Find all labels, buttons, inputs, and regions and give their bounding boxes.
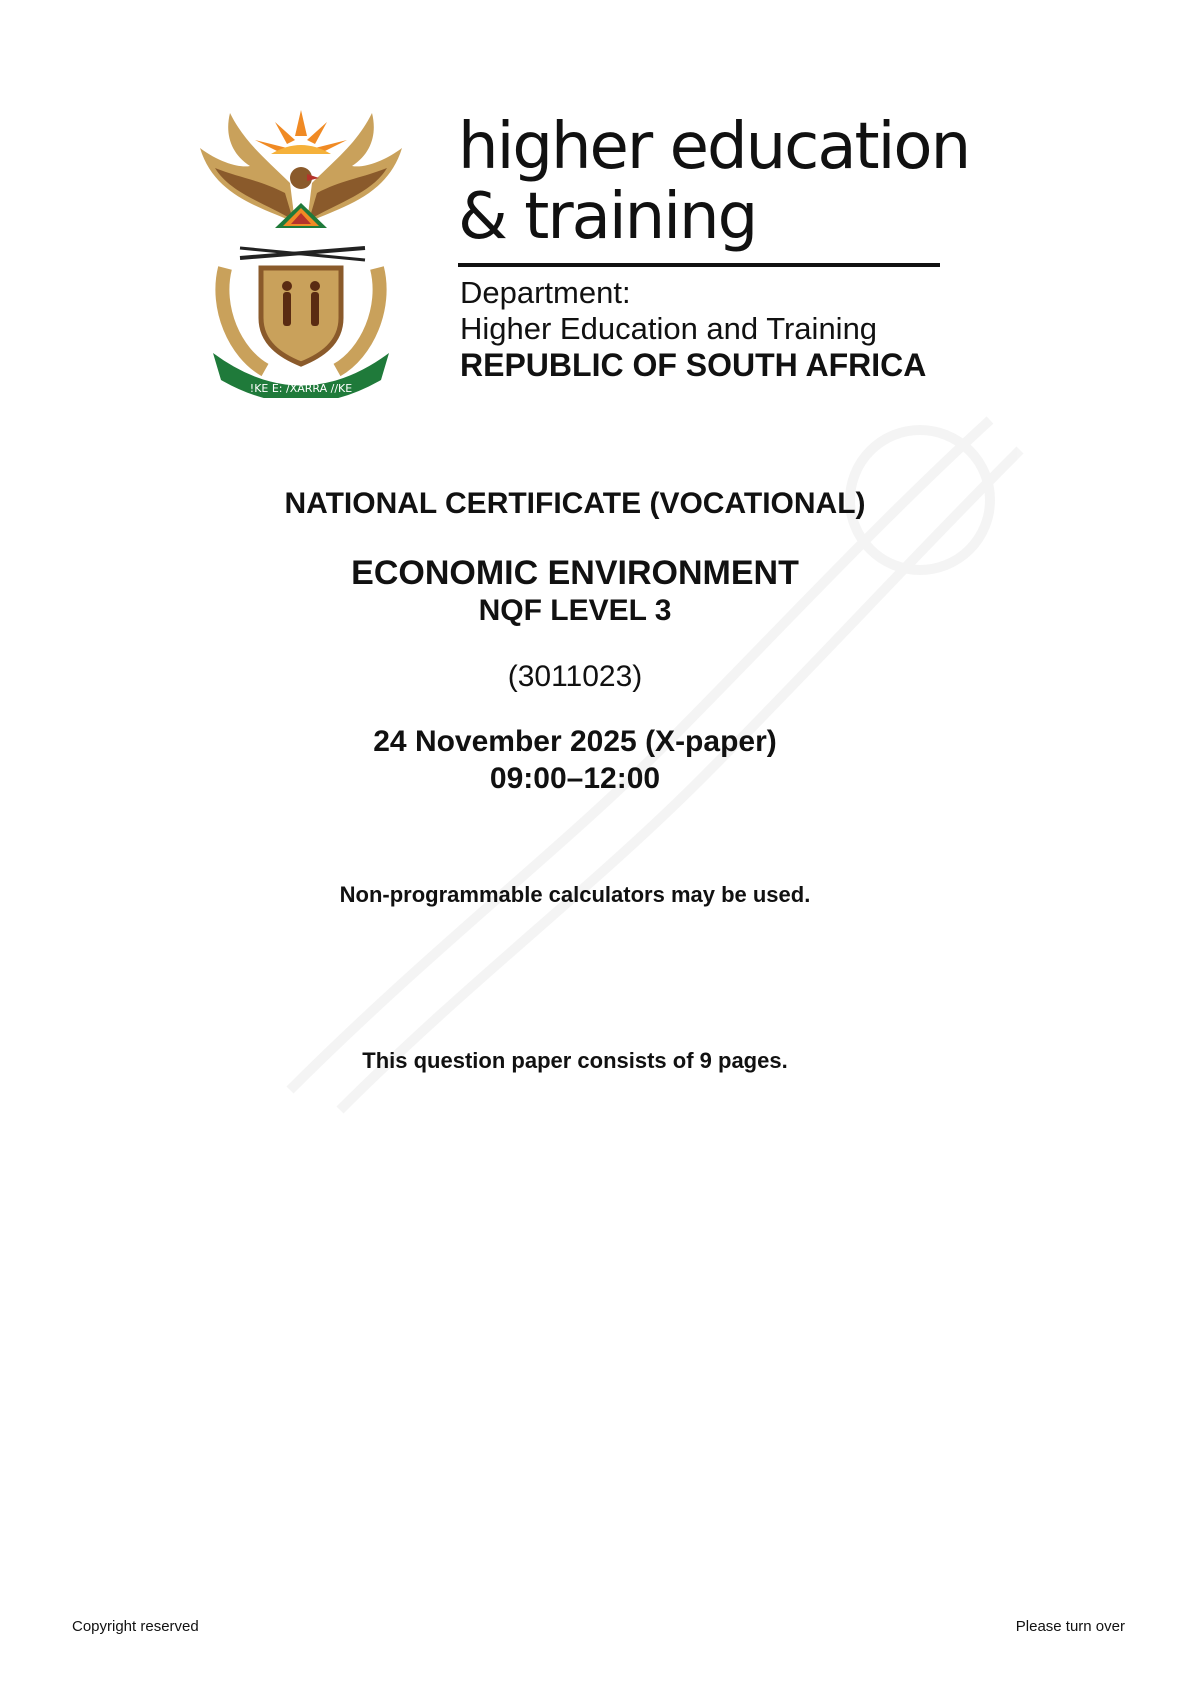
copyright-footer: Copyright reserved [72,1618,199,1635]
exam-date: 24 November 2025 (X-paper) [373,725,777,758]
department-block [460,275,926,383]
subject-code: (3011023) [507,660,643,693]
brand-line-2: & training [458,180,757,254]
motto-text: !KE E: /XARRA //KE [249,382,353,395]
brand-wordmark [458,110,970,254]
nqf-level: NQF LEVEL 3 [478,594,672,627]
page-count-note: This question paper consists of 9 pages. [362,1048,788,1073]
subject-title: ECONOMIC ENVIRONMENT [351,554,799,592]
department-label: Department: [460,275,631,310]
brand-line-1: higher education [458,110,970,184]
department-name: Higher Education and Training [460,311,878,346]
exam-time: 09:00–12:00 [489,762,661,795]
country-name: REPUBLIC OF SOUTH AFRICA [460,347,927,383]
coat-of-arms-logo [195,108,407,398]
brand-divider [458,263,940,267]
calculator-note: Non-programmable calculators may be used. [339,882,811,907]
certificate-title: NATIONAL CERTIFICATE (VOCATIONAL) [284,487,866,520]
turn-over-footer: Please turn over [1015,1618,1125,1635]
